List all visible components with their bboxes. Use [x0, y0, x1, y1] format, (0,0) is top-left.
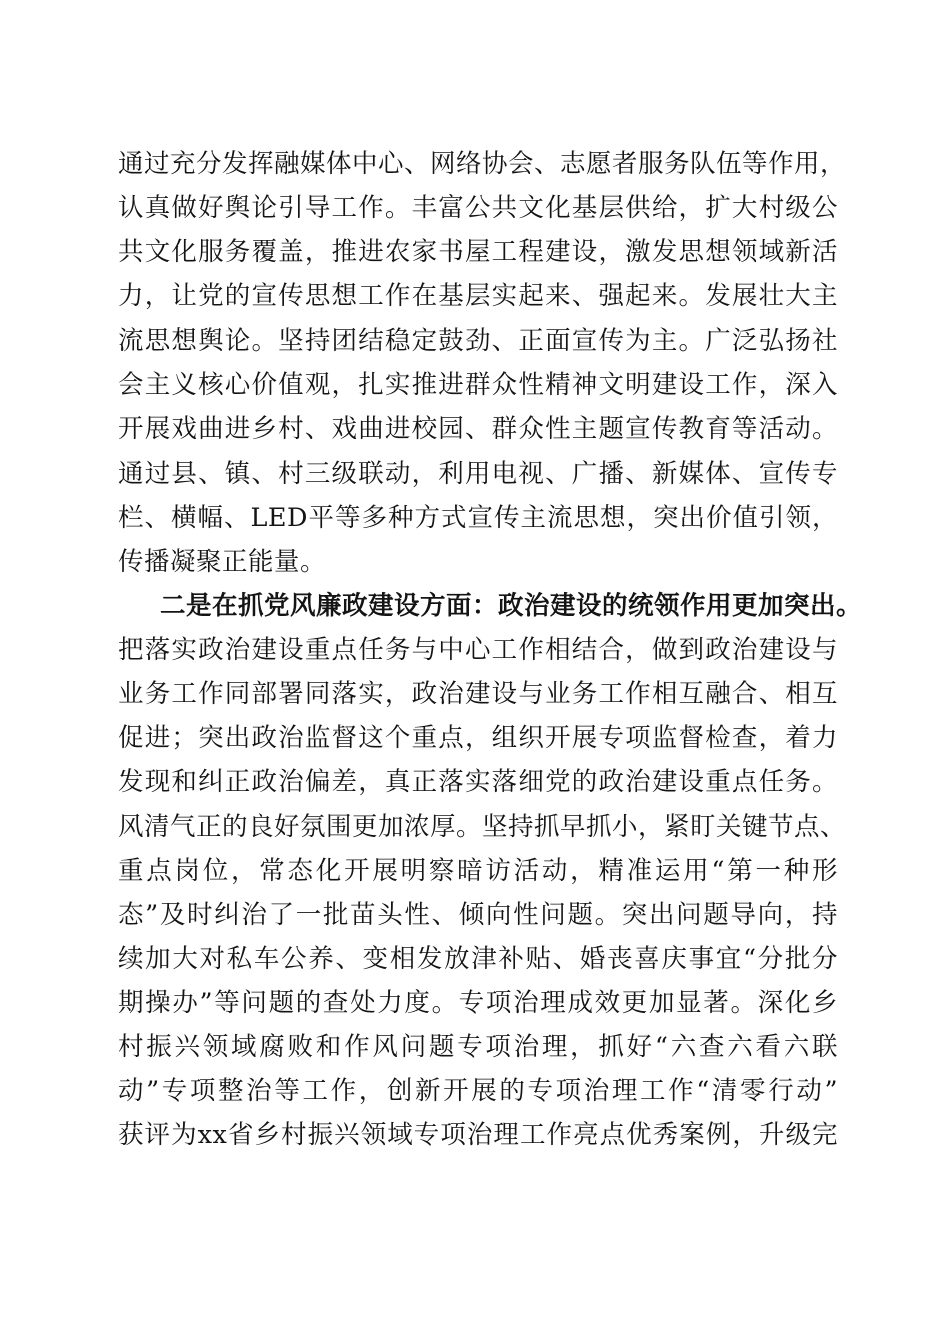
- body-line-22: 动”专项整治等工作，创新开展的专项治理工作“清零行动”: [118, 1076, 838, 1106]
- section-heading-line: 二是在抓党风廉政建设方面：政治建设的统领作用更加突出。: [160, 591, 863, 621]
- body-line-23: 获评为xx省乡村振兴领域专项治理工作亮点优秀案例，升级完: [118, 1120, 838, 1150]
- body-line-3: 共文化服务覆盖，推进农家书屋工程建设，激发思想领域新活: [118, 237, 838, 267]
- body-line-21: 村振兴领域腐败和作风问题专项治理，抓好“六查六看六联: [118, 1032, 838, 1062]
- body-line-15: 发现和纠正政治偏差，真正落实落细党的政治建设重点任务。: [118, 767, 838, 797]
- body-line-6: 会主义核心价值观，扎实推进群众性精神文明建设工作，深入: [118, 370, 838, 400]
- body-line-13: 业务工作同部署同落实，政治建设与业务工作相互融合、相互: [118, 679, 838, 709]
- body-line-4: 力，让党的宣传思想工作在基层实起来、强起来。发展壮大主: [118, 281, 838, 311]
- body-line-17: 重点岗位，常态化开展明察暗访活动，精准运用“第一种形: [118, 856, 838, 886]
- body-line-10: 传播凝聚正能量。: [118, 547, 327, 577]
- body-line-7: 开展戏曲进乡村、戏曲进校园、群众性主题宣传教育等活动。: [118, 414, 838, 444]
- body-line-2: 认真做好舆论引导工作。丰富公共文化基层供给，扩大村级公: [118, 193, 838, 223]
- body-line-19: 续加大对私车公养、变相发放津补贴、婚丧喜庆事宜“分批分: [118, 944, 838, 974]
- body-line-20: 期操办”等问题的查处力度。专项治理成效更加显著。深化乡: [118, 988, 838, 1018]
- body-line-8: 通过县、镇、村三级联动，利用电视、广播、新媒体、宣传专: [118, 459, 838, 489]
- body-line-1: 通过充分发挥融媒体中心、网络协会、志愿者服务队伍等作用，: [118, 149, 847, 179]
- body-line-16: 风清气正的良好氛围更加浓厚。坚持抓早抓小，紧盯关键节点、: [118, 812, 847, 842]
- body-line-12: 把落实政治建设重点任务与中心工作相结合，做到政治建设与: [118, 635, 838, 665]
- body-line-9: 栏、横幅、LED平等多种方式宣传主流思想，突出价值引领，: [118, 503, 838, 533]
- body-line-5: 流思想舆论。坚持团结稳定鼓劲、正面宣传为主。广泛弘扬社: [118, 326, 838, 356]
- body-line-18: 态”及时纠治了一批苗头性、倾向性问题。突出问题导向，持: [118, 900, 838, 930]
- body-line-14: 促进；突出政治监督这个重点，组织开展专项监督检查，着力: [118, 723, 838, 753]
